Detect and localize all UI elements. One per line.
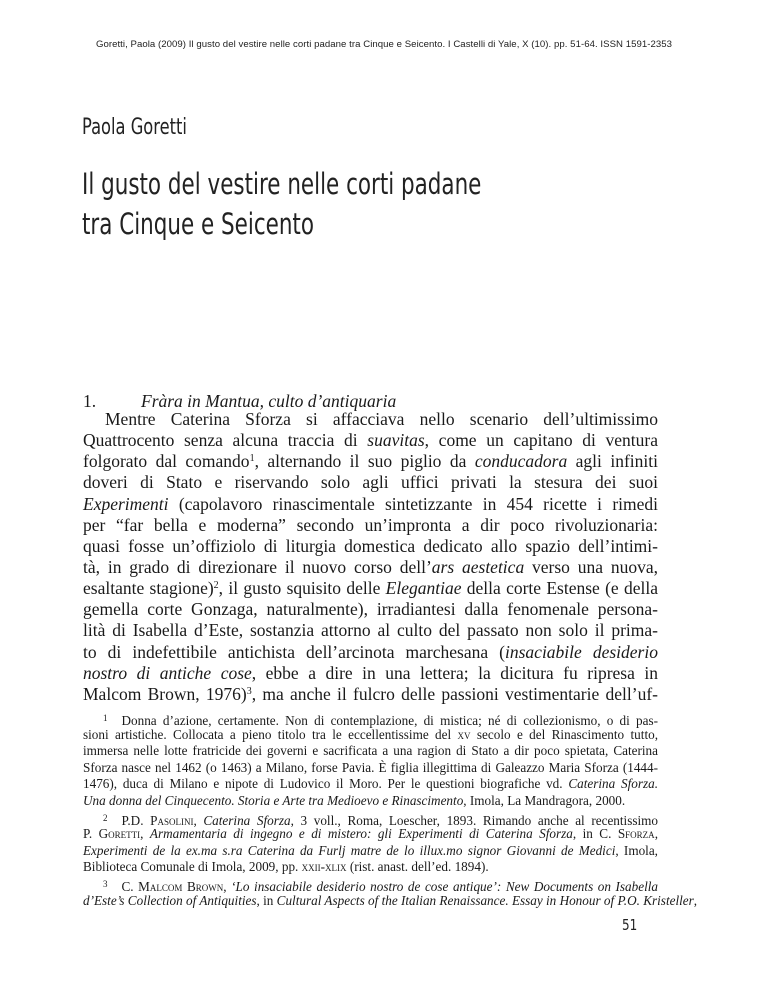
footnote-ref: 2 (213, 580, 219, 592)
body-line: lità di Isabella d’Este, sostanzia attorno al culto del passato non solo il prima- (83, 620, 658, 641)
body-line: esaltante stagione)$^2$, il gusto squisito delle Elegantiae della corte Estense (e della (83, 578, 658, 599)
footnotes (83, 710, 698, 909)
header-citation: Goretti, Paola (2009) Il gusto del vestire nelle corti padane tra Cinque e Seicento. I Castelli di Yale, X (10). pp. 51-64. ISSN 1591-2353 (95, 39, 673, 50)
body-line: Mentre Caterina Sforza si affacciava nello scenario dell’ultimissimo (105, 409, 658, 429)
article-author: Paola Goretti (82, 115, 187, 140)
footnote-line: $^1$ Donna d’azione, certamente. Non di contemplazione, di mistica; né di collezionismo, o di pas- (103, 713, 658, 728)
footnote-ref: 1 (249, 453, 255, 465)
body-line: tà, in grado di direzionare il nuovo corso dell’ars aestetica verso una nuova, (83, 556, 658, 577)
body-line: per “far bella e moderna” secondo un’impronta a dir poco rivoluzionaria: (83, 514, 658, 535)
footnote-ref: 3 (246, 685, 252, 697)
body-line: Malcom Brown, 1976)$^3$, ma anche il fulcro delle passioni vestimentarie dell’uf- (83, 683, 658, 704)
footnote-line: P. Goretti, Armamentaria di ingegno e di mistero: gli Experimenti di Caterina Sforza, in C. Sforza, (83, 826, 658, 842)
footnote-line: Sforza nasce nel 1462 (o 1463) a Milano, forse Pavia. È figlia illegittima di Galeazzo Maria Sforza (1444- (83, 759, 658, 775)
footnote-line: Experimenti de la ex.ma s.ra Caterina da Furlj matre de lo illux.mo signor Giovanni de Medici, Imola, (83, 842, 658, 858)
body-line: to di indefettibile antichista dell’arcinota marchesana (insaciabile desiderio (83, 641, 658, 662)
footnote-line: sioni artistiche. Collocata a pieno titolo tra le eccellentissime del xv secolo e del Rinascimento tutto, (83, 726, 658, 742)
footnote-number: 1 (103, 713, 108, 723)
section-title: Fràra in Mantua, culto d’antiquaria (141, 391, 397, 411)
body-line: doveri di Stato e riservando solo agli uffici privati la stesura dei suoi (83, 472, 658, 493)
page-number: 51 (622, 916, 638, 934)
footnote-line: $^2$ P.D. Pasolini, Caterina Sforza, 3 voll., Roma, Loescher, 1893. Rimando anche al recentissimo (103, 812, 658, 828)
article-title (82, 164, 481, 244)
body-text (83, 409, 658, 705)
body-line: nostro di antiche cose, ebbe a dire in una lettera; la dicitura fu ripresa in (83, 662, 658, 683)
section-number: 1. (83, 391, 97, 411)
footnote-line: Una donna del Cinquecento. Storia e Arte tra Medioevo e Rinascimento, Imola, La Mandragora, 2000. (83, 792, 626, 808)
footnote-number: 2 (103, 812, 108, 823)
footnote-number: 3 (103, 878, 108, 889)
footnote-line: Biblioteca Comunale di Imola, 2009, pp. xxii-xlix (rist. anast. dell’ed. 1894). (83, 859, 489, 875)
body-line: Experimenti (capolavoro rinascimentale sintetizzante in 454 ricette i rimedi (83, 493, 658, 514)
body-line: folgorato dal comando$^1$, alternando il suo piglio da conducadora agli infiniti (83, 451, 658, 472)
body-line: Quattrocento senza alcuna traccia di suavitas, come un capitano di ventura (83, 430, 658, 451)
footnote-line: d’Este’s Collection of Antiquities, in Cultural Aspects of the Italian Renaissance. Essay in Honour of P.O. Kristeller, (83, 892, 698, 908)
footnote-line: immersa nelle lotte fratricide dei governi e sacrificata a una ragion di Stato a dir poco spietata, Caterina (83, 743, 658, 759)
body-line: gemella corte Gonzaga, naturalmente), irradiantesi dalla fenomenale persona- (83, 599, 658, 620)
article-title-line: tra Cinque e Seicento (82, 207, 314, 241)
article-title-line: Il gusto del vestire nelle corti padane (82, 167, 482, 201)
body-line: quasi fosse un’offiziolo di liturgia domestica dedicato allo spazio dell’intimi- (83, 535, 658, 556)
footnote-line: 1476), duca di Milano e nipote di Ludovico il Moro. Per le questioni biografiche vd. Caterina Sforza. (83, 776, 658, 792)
footnote-line: $^3$ C. Malcom Brown, ‘Lo insaciabile desiderio nostro de cose antique’: New Documents on Isabella (103, 878, 659, 894)
